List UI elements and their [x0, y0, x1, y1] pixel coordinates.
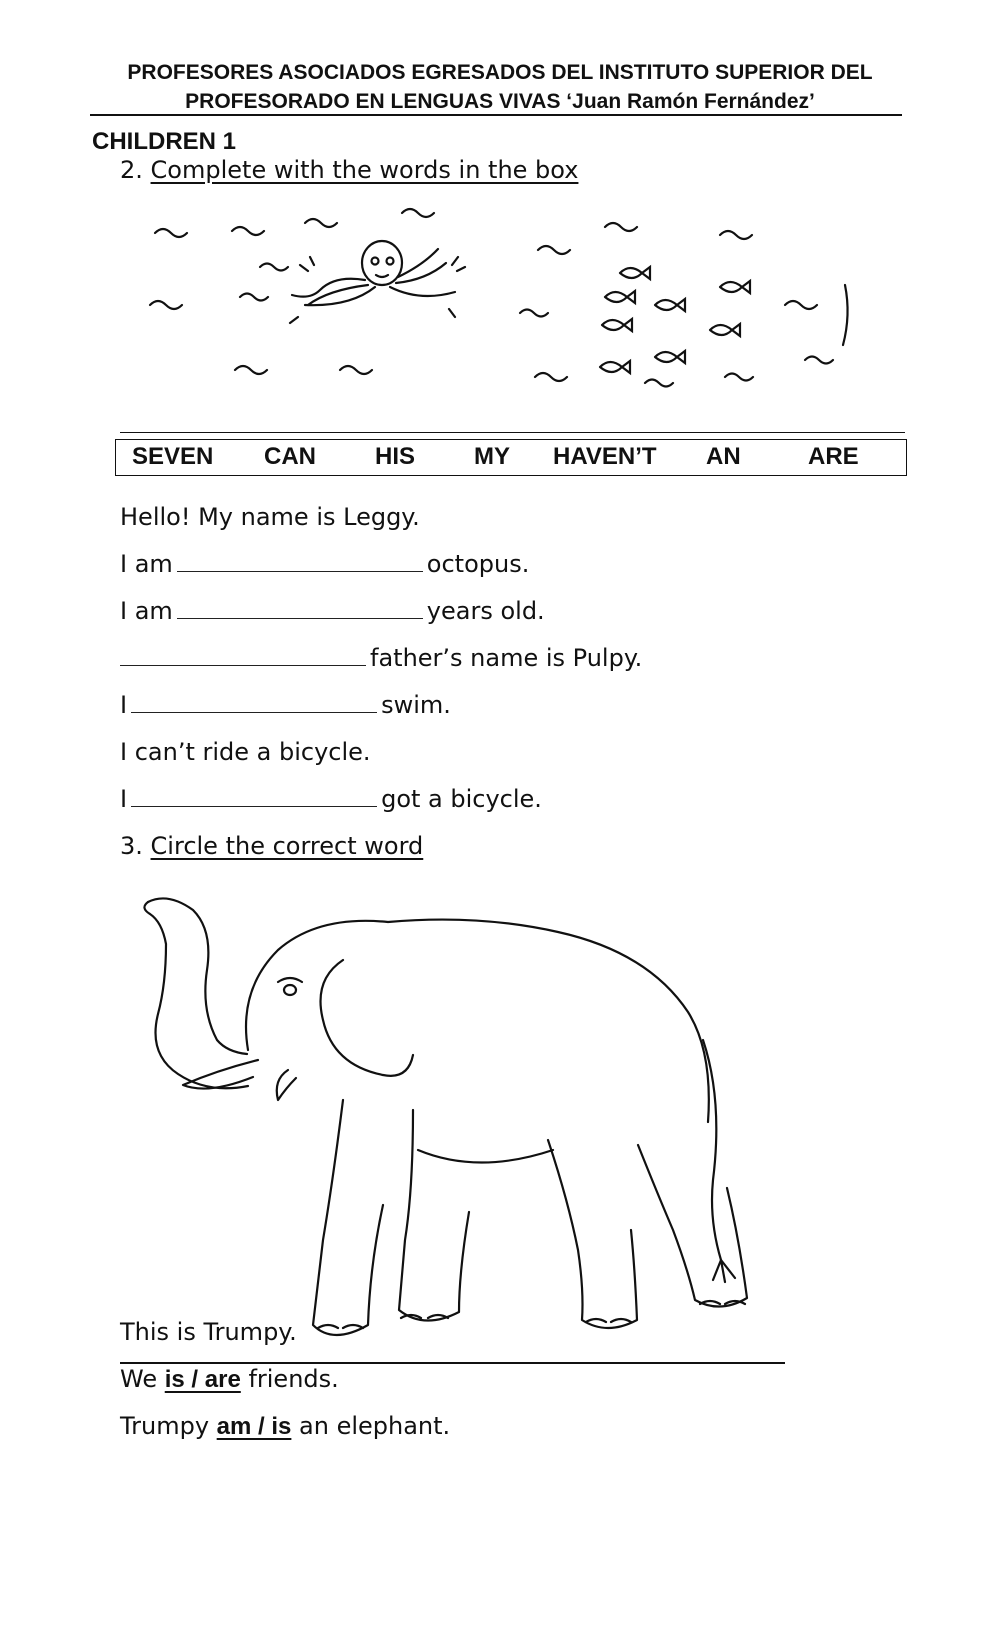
sentence-2-after: years old.: [426, 597, 545, 625]
elephant-illustration: [118, 890, 768, 1350]
sentence-2-before: I am: [120, 597, 173, 625]
sentence-5: [120, 785, 542, 813]
statement-line: I can’t ride a bicycle.: [120, 738, 371, 766]
sentence-3: [120, 644, 642, 672]
sentence-1-blank[interactable]: [177, 551, 423, 572]
word-seven: SEVEN: [132, 443, 214, 470]
sentence-3-blank[interactable]: [120, 645, 366, 666]
word-my: MY: [474, 443, 510, 470]
sentence-4-after: swim.: [381, 691, 451, 719]
sentence-1-before: I am: [120, 550, 173, 578]
exercise-3-heading: [120, 832, 423, 860]
header-line-2: PROFESORADO EN LENGUAS VIVAS ‘Juan Ramón Fernández’: [185, 90, 815, 113]
sentence-5-after: got a bicycle.: [381, 785, 542, 813]
word-his: HIS: [375, 443, 416, 470]
sentence-4: [120, 691, 451, 719]
exercise-2-heading: [120, 156, 578, 184]
sentence-trumpy-after: an elephant.: [299, 1412, 451, 1440]
exercise-3-sentence-1: [120, 1365, 339, 1394]
school-header: [90, 58, 910, 116]
header-line-1: PROFESORES ASOCIADOS EGRESADOS DEL INSTITUTO SUPERIOR DEL: [127, 61, 873, 84]
word-box-top-rule: [120, 432, 905, 433]
header-divider: [90, 114, 902, 116]
wave-marks: [150, 209, 848, 387]
sentence-1-after: octopus.: [426, 550, 530, 578]
word-box: [115, 439, 907, 476]
option-is-are[interactable]: is / are: [164, 1366, 241, 1393]
sentence-trumpy-before: Trumpy: [120, 1412, 210, 1440]
sentence-we-before: We: [120, 1365, 158, 1393]
option-am-is[interactable]: am / is: [216, 1413, 292, 1440]
exercise-3-sentence-2: [120, 1412, 450, 1441]
octopus: [290, 241, 465, 323]
sentence-4-before: I: [120, 691, 128, 719]
intro-line: Hello! My name is Leggy.: [120, 503, 420, 531]
sentence-5-before: I: [120, 785, 128, 813]
sentence-2: [120, 597, 545, 625]
word-havent: HAVEN’T: [553, 443, 657, 470]
word-are: ARE: [808, 443, 859, 470]
exercise-2-instruction: Complete with the words in the box: [150, 156, 579, 184]
exercise-2-number: 2.: [120, 156, 143, 184]
sentence-5-blank[interactable]: [131, 786, 377, 807]
exercise-3-line-1: This is Trumpy.: [120, 1318, 297, 1346]
course-title: CHILDREN 1: [92, 128, 237, 155]
word-can: CAN: [264, 443, 316, 470]
octopus-and-fish-illustration: [140, 205, 900, 415]
exercise-3-number: 3.: [120, 832, 143, 860]
sentence-4-blank[interactable]: [131, 692, 377, 713]
sentence-1: [120, 550, 529, 578]
word-an: AN: [706, 443, 741, 470]
sentence-we-after: friends.: [248, 1365, 339, 1393]
exercise-3-instruction: Circle the correct word: [150, 832, 424, 860]
sentence-3-after: father’s name is Pulpy.: [370, 644, 643, 672]
sentence-2-blank[interactable]: [177, 598, 423, 619]
fish-school: [600, 267, 750, 373]
exercise-3-divider: [120, 1362, 785, 1364]
